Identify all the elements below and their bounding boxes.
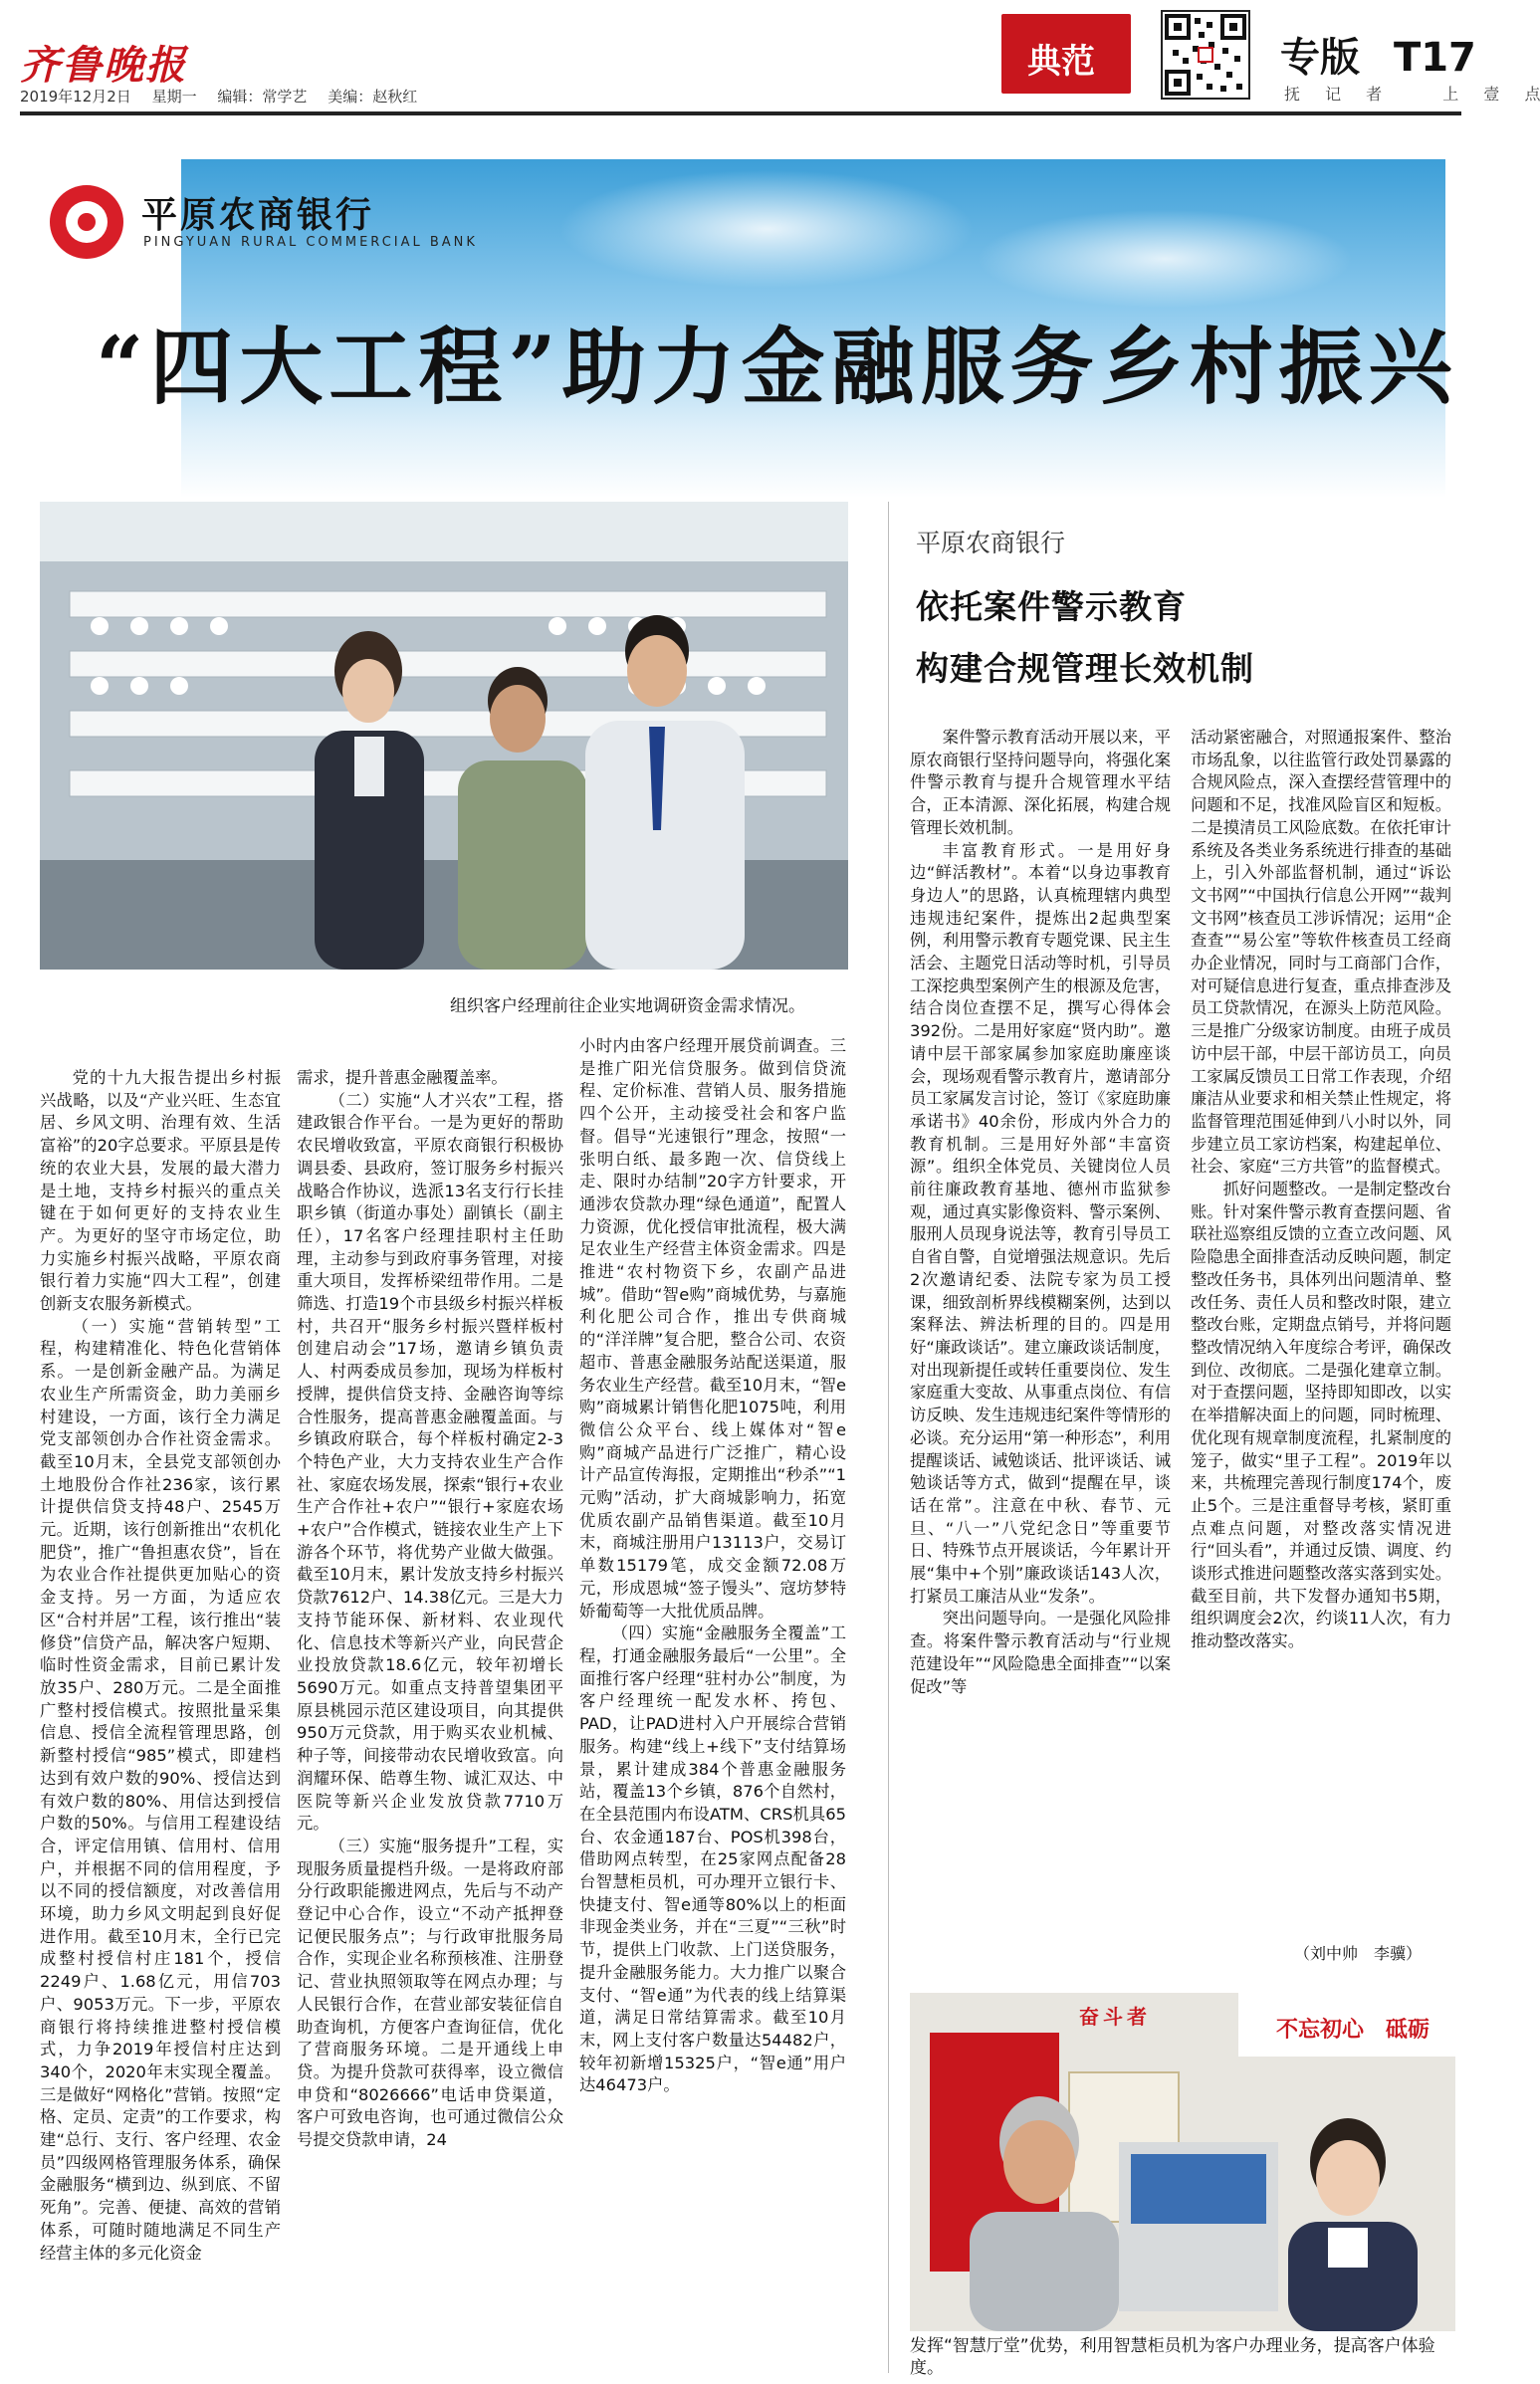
right-article-kicker: 平原农商银行 [916, 529, 1066, 557]
main-headline: “四大工程”助力金融服务乡村振兴 [96, 318, 1458, 416]
right-article-column-2 [1191, 727, 1451, 1979]
article-paragraph: 案件警示教育活动开展以来，平原农商银行坚持问题导向，将强化案件警示教育与提升合规管理水平结合，正本清源、深化拓展，构建合规管理长效机制。 [910, 728, 1171, 837]
photo-smart-teller [910, 1993, 1455, 2331]
issue-info [20, 86, 433, 107]
article-paragraph: 抓好问题整改。一是制定整改台账。针对案件警示教育查摆问题、省联社巡察组反馈的立查立改问题、风险隐患全面排查活动反映问题，制定整改任务书，具体列出问题清单、整改任务、责任人员和整改时限，建立整改台账，定期盘点销号，并将问题整改情况纳入年度综合考评，确保改到位、改彻底。二是强化建章立制。对于查摆问题，坚持即知即改，以实在举措解决面上的问题，同时梳理、优化现有规章制度流程，扎紧制度的笼子，做实“里子工程”。2019年以来，共梳理完善现行制度174个，废止5个。三是注重督导考核，紧盯重点难点问题，对整改落实情况进行“回头看”，并通过反馈、调度、约谈形式推进问题整改落实落到实处。截至目前，共下发督办通知书5期，组织调度会2次，约谈11人次，有力推动整改落实。 [1191, 1180, 1451, 1651]
section-badge-label: 典范 [1027, 42, 1095, 82]
bank-logo-core [78, 213, 96, 231]
article-paragraph: 需求，提升普惠金融覆盖率。 [297, 1068, 508, 1087]
photo2-banner-text: 不忘初心 砥砺 [1276, 2018, 1430, 2043]
article-paragraph: （三）实施“服务提升”工程，实现服务质量提档升级。一是将政府部分行政职能搬进网点，先后与不动产登记中心合作，设立“不动产抵押登记便民服务点”；与行政审批服务局合作，实现企业名称预核准、注册登记、营业执照领取等在网点办理；与人民银行合作，在营业部安装征信自助查询机，方便客户查询征信，优化了营商服务环境。二是开通线上申贷。为提升贷款可获得率，设立微信申贷和“8026666”电话申贷渠道，客户可致电咨询，也可通过微信公众号提交贷款申请，24 [297, 1836, 563, 2150]
article-paragraph: 突出问题导向。一是强化风险排查。将案件警示教育活动与“行业规范建设年”“风险隐患全面排查”“以案促改”等 [910, 1609, 1171, 1696]
bank-english-name: PINGYUAN RURAL COMMERCIAL BANK [143, 235, 478, 250]
designer-credit: 美编：赵秋红 [328, 88, 418, 106]
right-article-title-line1: 依托案件警示教育 [916, 587, 1187, 626]
right-article-column-1 [910, 727, 1171, 1979]
left-article-column-3 [579, 1035, 846, 2371]
left-article-column-1 [40, 1067, 281, 2371]
right-article-title-line2: 构建合规管理长效机制 [916, 649, 1254, 688]
bank-name: 平原农商银行 [141, 195, 375, 236]
issue-date: 2019年12月2日 [20, 88, 131, 106]
masthead-divider [20, 111, 1461, 115]
article-paragraph: （一）实施“营销转型”工程，构建精准化、特色化营销体系。一是创新金融产品。为满足农业生产所需资金，助力美丽乡村建设，一方面，该行全力满足党支部领创办合作社资金需求。截至10月末，全县党支部领创办土地股份合作社236家，该行累计提供信贷支持48户、2545万元。近期，该行创新推出“农机化肥贷”，推广“鲁担惠农贷”，旨在为农业合作社提供更加贴心的资金支持。另一方面，为适应农区“合村并居”工程，该行推出“装修贷”信贷产品，解决客户短期、临时性资金需求，目前已累计发放35户、280万元。二是全面推广整村授信模式。按照批量采集信息、授信全流程管理思路，创新整村授信“985”模式，即建档达到有效户数的90%、授信达到有效户数的80%、用信达到授信户数的50%。与信用工程建设结合，评定信用镇、信用村、信用户，并根据不同的信用程度，予以不同的授信额度，对改善信用环境，助力乡风文明起到良好促进作用。截至10月末，全行已完成整村授信村庄181个，授信2249户、1.68亿元，用信703户、9053万元。下一步，平原农商银行将持续推进整村授信模式，力争2019年授信村庄达到340个，2020年末实现全覆盖。三是做好“网格化”营销。按照“定格、定员、定责”的工作要求，构建“总行、支行、客户经理、农金员”四级网格管理服务体系，确保金融服务“横到边、纵到底、不留死角”。完善、便捷、高效的营销体系，可随时随地满足不同生产经营主体的多元化资金 [40, 1316, 281, 2263]
article-paragraph: 小时内由客户经理开展贷前调查。三是推广阳光信贷服务。做到信贷流程、定价标准、营销人员、服务措施四个公开，主动接受社会和客户监督。倡导“光速银行”理念，按照“一张明白纸、最多跑一次、信贷线上走、限时办结制”20字方针要求，开通涉农贷款办理“绿色通道”，配置人力资源，优化授信审批流程，极大满足农业生产经营主体资金需求。四是推进“农村物资下乡，农副产品进城”。借助“智e购”商城优势，与嘉施利化肥公司合作，推出专供商城的“洋洋牌”复合肥，整合公司、农资超市、普惠金融服务站配送渠道，服务农业生产经营。截至10月末，“智e购”商城累计销售化肥1075吨，利用微信公众平台、线上媒体对“智e购”商城产品进行广泛推广，精心设计产品宣传海报，定期推出“秒杀”“1元购”活动，扩大商城影响力，拓宽优质农副产品销售渠道。截至10月末，商城注册用户13113户，交易订单数15179笔，成交金额72.08万元，形成恩城“签子馒头”、寇坊梦特娇葡萄等一大批优质品牌。 [579, 1036, 846, 1621]
edition-type: 专版 [1280, 35, 1360, 81]
photo2-caption: 发挥“智慧厅堂”优势，利用智慧柜员机为客户办理业务，提高客户体验度。 [910, 2336, 1435, 2378]
column-divider [888, 502, 889, 2373]
article-byline: （刘中帅 李骥） [1294, 1944, 1423, 1963]
photo-factory-visit [40, 502, 848, 970]
issue-weekday: 星期一 [151, 88, 197, 106]
left-article-column-2 [297, 1067, 563, 2371]
article-paragraph: 丰富教育形式。一是用好身边“鲜活教材”。本着“以身边事教育身边人”的思路，认真梳理辖内典型违规违纪案件，提炼出2起典型案例，利用警示教育专题党课、民主生活会、主题党日活动等时机，引导员工深挖典型案例产生的根源及危害，结合岗位查摆不足，撰写心得体会392份。二是用好家庭“贤内助”。邀请中层干部家属参加家庭助廉座谈会，现场观看警示教育片，邀请部分员工家属发言讨论，签订《家庭助廉承诺书》40余份，形成内外合力的教育机制。三是用好外部“丰富资源”。组织全体党员、关键岗位人员前往廉政教育基地、德州市监狱参观，通过真实影像资料、警示案例、服刑人员现身说法等，教育引导员工自省自警，自觉增强法规意识。先后2次邀请纪委、法院专家为员工授课，细致剖析界线模糊案例，达到以案释法、辨法析理的目的。四是用好“廉政谈话”。建立廉政谈话制度，对出现新提任或转任重要岗位、发生家庭重大变故、从事重点岗位、有信访反映、发生违规违纪案件等情形的必谈。充分运用“第一种形态”，利用提醒谈话、诫勉谈话、批评谈话、诫勉谈话等方式，做到“提醒在早，谈话在常”。注意在中秋、春节、元旦、“八一”八党纪念日”等重要节日、特殊节点开展谈话，今年累计开展“集中+个别”廉政谈话143人次，打紧员工廉洁从业“发条”。 [910, 840, 1171, 1606]
article-paragraph: 活动紧密融合，对照通报案件、整治市场乱象，以往监管行政处罚暴露的合规风险点，深入查摆经营管理中的问题和不足，找准风险盲区和短板。二是摸清员工风险底数。在依托审计系统及各类业务系统进行排查的基础上，引入外部监督机制，通过“诉讼文书网”“中国执行信息公开网”“裁判文书网”核查员工涉诉情况；运用“企查查”“易公室”等软件核查员工经商办企业情况，同时与工商部门合作，对可疑信息进行复查，重点排查涉及员工贷款情况，在源头上防范风险。三是推广分级家访制度。由班子成员访中层干部，中层干部访员工，向员工家属反馈员工日常工作表现，介绍廉洁从业要求和相关禁止性规定，将监督管理范围延伸到八小时以外，同步建立员工家访档案，构建起单位、社会、家庭“三方共管”的监督模式。 [1191, 728, 1451, 1177]
qr-code-icon [1161, 10, 1250, 100]
article-paragraph: （二）实施“人才兴农”工程，搭建政银合作平台。一是为更好的帮助农民增收致富，平原农商银行积极协调县委、县政府，签订服务乡村振兴战略合作协议，选派13名支行行长挂职乡镇（街道办事处）副镇长（副主任），17名客户经理挂职村主任助理，主动参与到政府事务管理，对接重大项目，发挥桥梁纽带作用。二是筛选、打造19个市县级乡村振兴样板村，共召开“服务乡村振兴暨样板村创建启动会”17场，邀请乡镇负责人、村两委成员参加，现场为样板村授牌，提供信贷支持、金融咨询等综合性服务，提高普惠金融覆盖面。与乡镇政府联合，每个样板村确定2-3个特色产业，大力支持农业生产合作社、家庭农场发展，探索“银行+农业生产合作社+农户”“银行+家庭农场+农户”合作模式，链接农业生产上下游各个环节，将优势产业做大做强。截至10月末，累计发放支持乡村振兴贷款7612户、14.38亿元。三是大力支持节能环保、新材料、农业现代化、信息技术等新兴产业，向民营企业投放贷款18.6亿元，较年初增长5690万元。如重点支持普望集团平原县桃园示范区建设项目，向其提供950万元贷款，用于购买农业机械、种子等，间接带动农民增收致富。向润耀环保、皓尊生物、诚汇双达、中医院等新兴企业发放贷款7710万元。 [297, 1090, 563, 1834]
photo1-caption: 组织客户经理前往企业实地调研资金需求情况。 [450, 996, 805, 1016]
article-paragraph: 党的十九大报告提出乡村振兴战略，以及“产业兴旺、生态宜居、乡风文明、治理有效、生活富裕”的20字总要求。平原县是传统的农业大县，发展的最大潜力是土地，支持乡村振兴的重点关键在于如何更好的支持农业生产。为更好的坚守市场定位，助力实施乡村振兴战略，平原农商银行着力实施“四大工程”，创建创新支农服务新模式。 [40, 1068, 281, 1314]
hero-cloud [976, 209, 1354, 309]
edition-subline [1284, 82, 1540, 105]
reporter-sub: 上 壹 点 [1442, 85, 1540, 104]
page-number: T17 [1393, 35, 1476, 81]
edition-label [1280, 26, 1476, 83]
photo2-wall-text: 奋斗者 [1079, 2005, 1151, 2029]
editor-credit: 编辑：常学艺 [217, 88, 308, 106]
article-paragraph: （四）实施“金融服务全覆盖”工程，打通金融服务最后“一公里”。全面推行客户经理“驻村办公”制度，为客户经理统一配发水杯、挎包、PAD，让PAD进村入户开展综合营销服务。构建“线上+线下”支付结算场景，累计建成384个普惠金融服务站，覆盖13个乡镇，876个自然村，在全县范围内布设ATM、CRS机具65台、农金通187台、POS机398台，借助网点转型，在25家网点配备28台智慧柜员机，可办理开立银行卡、快捷支付、智e通等80%以上的柜面非现金类业务，并在“三夏”“三秋”时节，提供上门收款、上门送贷服务，提升金融服务能力。大力推广以聚合支付、“智e通”为代表的线上结算渠道，满足日常结算需求。截至10月末，网上支付客户数量达54482户，较年初新增15325户，“智e通”用户达46473户。 [579, 1624, 846, 2095]
hero-cloud [557, 169, 976, 289]
reporter-label: 抚 记 者 [1284, 85, 1383, 104]
newspaper-name: 齐鲁晚报 [20, 42, 187, 89]
